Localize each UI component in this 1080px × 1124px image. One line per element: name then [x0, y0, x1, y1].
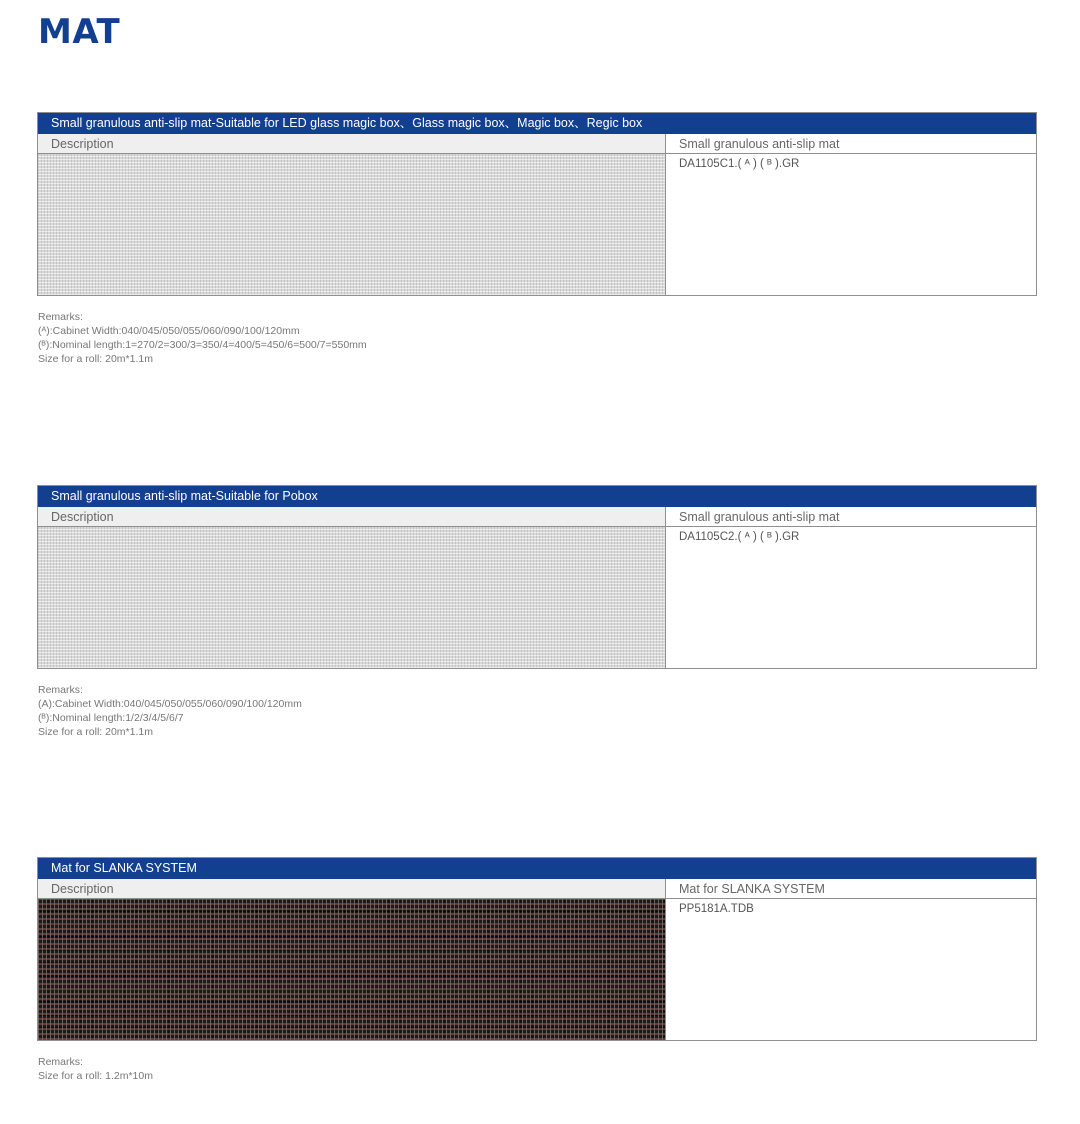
product-table	[37, 485, 1037, 669]
description-column	[38, 507, 666, 668]
remarks-line: (ᴬ):Cabinet Width:040/045/050/055/060/090/100/120mm	[38, 325, 300, 337]
remarks-line: Size for a roll: 1.2m*10m	[38, 1070, 153, 1082]
mat-swatch-image	[38, 154, 665, 295]
product-name: Mat for SLANKA SYSTEM	[666, 879, 1036, 899]
product-table-body	[38, 134, 1036, 295]
product-name: Small granulous anti-slip mat	[666, 134, 1036, 154]
remarks	[38, 310, 1037, 366]
product-header: Small granulous anti-slip mat-Suitable for LED glass magic box、Glass magic box、Magic box、Regic box	[38, 113, 1036, 134]
product-section	[37, 112, 1037, 366]
product-table-body	[38, 879, 1036, 1040]
description-column	[38, 134, 666, 295]
description-label: Description	[38, 507, 665, 527]
page-title: MAT	[38, 12, 121, 52]
description-label: Description	[38, 134, 665, 154]
product-info-column	[666, 507, 1036, 668]
mat-swatch-image	[38, 899, 665, 1040]
product-section	[37, 857, 1037, 1083]
product-section	[37, 485, 1037, 739]
product-table	[37, 112, 1037, 296]
remarks	[38, 683, 1037, 739]
description-column	[38, 879, 666, 1040]
remarks-line: Remarks:	[38, 1056, 83, 1068]
product-info-column	[666, 134, 1036, 295]
product-header: Small granulous anti-slip mat-Suitable for Pobox	[38, 486, 1036, 507]
remarks-line: (ᴮ):Nominal length:1/2/3/4/5/6/7	[38, 712, 184, 724]
description-label: Description	[38, 879, 665, 899]
product-name: Small granulous anti-slip mat	[666, 507, 1036, 527]
remarks-line: (A):Cabinet Width:040/045/050/055/060/090/100/120mm	[38, 698, 302, 710]
remarks-line: (ᴮ):Nominal length:1=270/2=300/3=350/4=400/5=450/6=500/7=550mm	[38, 339, 367, 351]
remarks-line: Size for a roll: 20m*1.1m	[38, 726, 153, 738]
remarks-line: Remarks:	[38, 311, 83, 323]
product-code: DA1105C2.( ᴬ ) ( ᴮ ).GR	[679, 531, 800, 543]
product-table	[37, 857, 1037, 1041]
product-code: PP5181A.TDB	[679, 903, 754, 915]
product-info-column	[666, 879, 1036, 1040]
product-header: Mat for SLANKA SYSTEM	[38, 858, 1036, 879]
product-table-body	[38, 507, 1036, 668]
mat-swatch-image	[38, 527, 665, 668]
remarks-line: Size for a roll: 20m*1.1m	[38, 353, 153, 365]
remarks	[38, 1055, 1037, 1083]
remarks-line: Remarks:	[38, 684, 83, 696]
product-code: DA1105C1.( ᴬ ) ( ᴮ ).GR	[679, 158, 800, 170]
